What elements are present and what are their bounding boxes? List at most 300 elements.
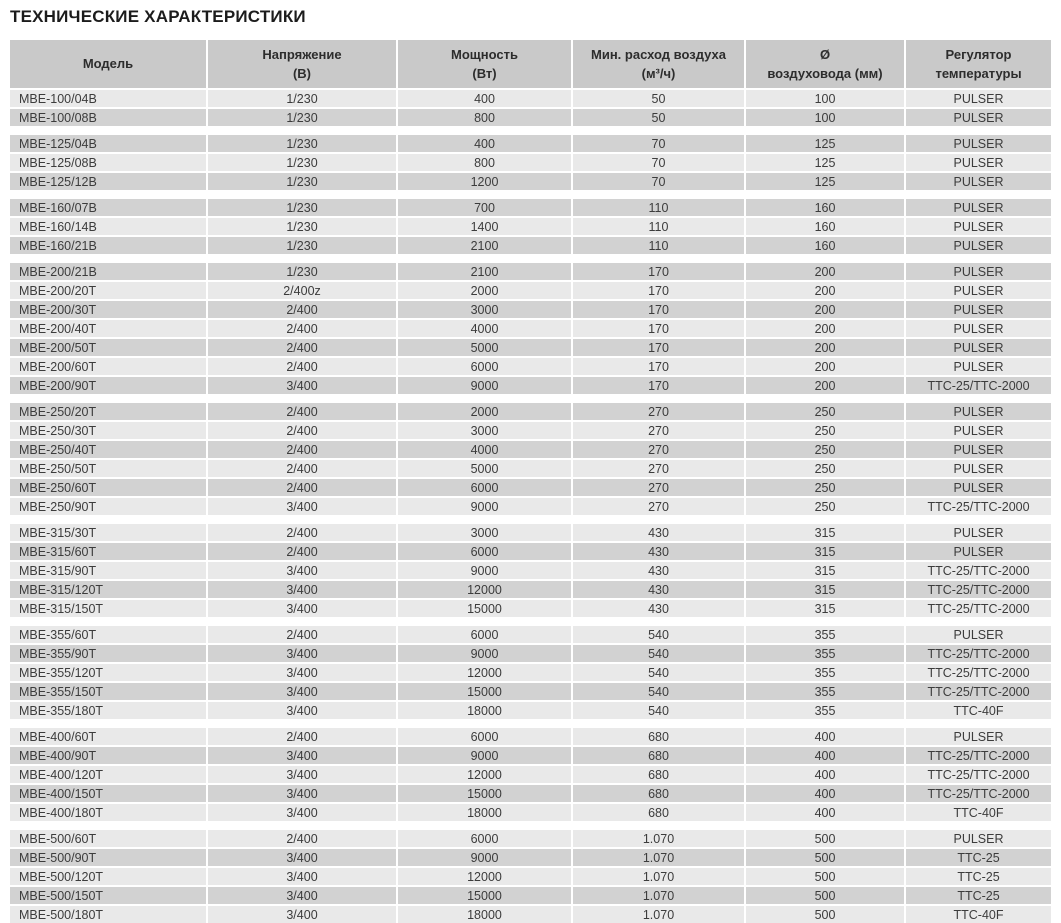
cell-model: MBE-125/12B [10,173,206,190]
cell-min-airflow-m3h: 1.070 [573,868,744,885]
cell-min-airflow-m3h: 170 [573,263,744,280]
cell-model: MBE-250/30T [10,422,206,439]
cell-model: MBE-355/180T [10,702,206,719]
cell-temp-regulator: PULSER [906,109,1051,126]
cell-power-w: 9000 [398,747,571,764]
cell-model: MBE-400/60T [10,728,206,745]
cell-min-airflow-m3h: 540 [573,626,744,643]
cell-temp-regulator: TTC-25/TTC-2000 [906,377,1051,394]
cell-duct-diameter-mm: 250 [746,479,904,496]
cell-duct-diameter-mm: 500 [746,849,904,866]
cell-voltage-v: 2/400 [208,479,396,496]
cell-voltage-v: 1/230 [208,173,396,190]
cell-power-w: 6000 [398,626,571,643]
cell-model: MBE-100/08B [10,109,206,126]
table-row [10,887,1051,904]
table-row [10,498,1051,515]
cell-min-airflow-m3h: 270 [573,403,744,420]
cell-model: MBE-160/07B [10,199,206,216]
cell-duct-diameter-mm: 250 [746,422,904,439]
cell-power-w: 3000 [398,524,571,541]
table-row [10,282,1051,299]
cell-power-w: 12000 [398,868,571,885]
cell-min-airflow-m3h: 430 [573,581,744,598]
cell-model: MBE-100/04B [10,90,206,107]
cell-power-w: 6000 [398,543,571,560]
cell-model: MBE-500/150T [10,887,206,904]
cell-power-w: 700 [398,199,571,216]
cell-min-airflow-m3h: 110 [573,218,744,235]
cell-voltage-v: 2/400z [208,282,396,299]
cell-voltage-v: 1/230 [208,109,396,126]
cell-temp-regulator: PULSER [906,135,1051,152]
cell-voltage-v: 2/400 [208,626,396,643]
cell-temp-regulator: TTC-25/TTC-2000 [906,645,1051,662]
cell-min-airflow-m3h: 540 [573,683,744,700]
cell-voltage-v: 2/400 [208,543,396,560]
cell-temp-regulator: PULSER [906,237,1051,254]
column-header-line1: Мощность [451,46,518,62]
cell-voltage-v: 2/400 [208,301,396,318]
cell-model: MBE-200/50T [10,339,206,356]
cell-duct-diameter-mm: 400 [746,804,904,821]
table-row [10,237,1051,254]
cell-voltage-v: 2/400 [208,339,396,356]
cell-temp-regulator: PULSER [906,460,1051,477]
cell-min-airflow-m3h: 50 [573,90,744,107]
cell-temp-regulator: PULSER [906,339,1051,356]
cell-duct-diameter-mm: 160 [746,218,904,235]
cell-power-w: 18000 [398,804,571,821]
cell-duct-diameter-mm: 355 [746,702,904,719]
cell-duct-diameter-mm: 125 [746,173,904,190]
cell-temp-regulator: TTC-25/TTC-2000 [906,785,1051,802]
cell-min-airflow-m3h: 430 [573,524,744,541]
cell-min-airflow-m3h: 1.070 [573,849,744,866]
cell-voltage-v: 1/230 [208,237,396,254]
cell-voltage-v: 3/400 [208,664,396,681]
table-row [10,683,1051,700]
cell-temp-regulator: TTC-40F [906,804,1051,821]
cell-min-airflow-m3h: 110 [573,199,744,216]
cell-duct-diameter-mm: 125 [746,135,904,152]
table-row [10,422,1051,439]
cell-voltage-v: 3/400 [208,849,396,866]
cell-voltage-v: 3/400 [208,683,396,700]
cell-temp-regulator: PULSER [906,422,1051,439]
cell-voltage-v: 3/400 [208,868,396,885]
column-header-min-airflow-m3h [573,40,744,88]
cell-temp-regulator: TTC-25/TTC-2000 [906,562,1051,579]
cell-min-airflow-m3h: 110 [573,237,744,254]
cell-power-w: 9000 [398,562,571,579]
column-header-line2: (Вт) [472,65,497,81]
cell-model: MBE-200/60T [10,358,206,375]
cell-min-airflow-m3h: 680 [573,728,744,745]
cell-power-w: 2000 [398,403,571,420]
cell-temp-regulator: TTC-25/TTC-2000 [906,600,1051,617]
cell-min-airflow-m3h: 270 [573,498,744,515]
cell-model: MBE-400/150T [10,785,206,802]
cell-power-w: 12000 [398,664,571,681]
cell-model: MBE-250/60T [10,479,206,496]
cell-model: MBE-400/90T [10,747,206,764]
cell-duct-diameter-mm: 315 [746,562,904,579]
cell-power-w: 400 [398,135,571,152]
cell-duct-diameter-mm: 355 [746,645,904,662]
cell-min-airflow-m3h: 70 [573,135,744,152]
cell-min-airflow-m3h: 170 [573,320,744,337]
cell-duct-diameter-mm: 200 [746,377,904,394]
column-header-line1: Регулятор [945,46,1012,62]
cell-power-w: 9000 [398,849,571,866]
cell-model: MBE-250/40T [10,441,206,458]
cell-power-w: 1200 [398,173,571,190]
cell-min-airflow-m3h: 70 [573,154,744,171]
cell-duct-diameter-mm: 200 [746,282,904,299]
cell-min-airflow-m3h: 680 [573,766,744,783]
cell-duct-diameter-mm: 315 [746,543,904,560]
cell-duct-diameter-mm: 160 [746,237,904,254]
cell-voltage-v: 2/400 [208,524,396,541]
cell-voltage-v: 1/230 [208,135,396,152]
cell-voltage-v: 3/400 [208,645,396,662]
column-header-line2: воздуховода (мм) [767,65,883,81]
column-header-duct-diameter-mm [746,40,904,88]
cell-min-airflow-m3h: 680 [573,804,744,821]
cell-model: MBE-125/04B [10,135,206,152]
cell-min-airflow-m3h: 1.070 [573,830,744,847]
column-header-line2: температуры [935,65,1022,81]
cell-duct-diameter-mm: 500 [746,887,904,904]
cell-voltage-v: 3/400 [208,562,396,579]
cell-min-airflow-m3h: 680 [573,785,744,802]
cell-power-w: 800 [398,109,571,126]
table-row [10,747,1051,764]
table-row [10,702,1051,719]
cell-model: MBE-500/180T [10,906,206,923]
table-row [10,664,1051,681]
cell-duct-diameter-mm: 500 [746,830,904,847]
cell-voltage-v: 3/400 [208,747,396,764]
cell-duct-diameter-mm: 250 [746,441,904,458]
cell-temp-regulator: TTC-40F [906,906,1051,923]
cell-temp-regulator: TTC-25/TTC-2000 [906,581,1051,598]
cell-duct-diameter-mm: 100 [746,109,904,126]
cell-min-airflow-m3h: 270 [573,422,744,439]
cell-duct-diameter-mm: 200 [746,339,904,356]
cell-min-airflow-m3h: 270 [573,460,744,477]
cell-power-w: 12000 [398,581,571,598]
cell-duct-diameter-mm: 400 [746,785,904,802]
cell-power-w: 15000 [398,600,571,617]
cell-temp-regulator: TTC-25/TTC-2000 [906,683,1051,700]
cell-power-w: 5000 [398,339,571,356]
cell-voltage-v: 1/230 [208,263,396,280]
table-row [10,562,1051,579]
cell-power-w: 400 [398,90,571,107]
cell-power-w: 18000 [398,906,571,923]
column-header-line1: Модель [82,56,134,72]
cell-min-airflow-m3h: 540 [573,645,744,662]
cell-min-airflow-m3h: 430 [573,543,744,560]
cell-temp-regulator: TTC-25 [906,849,1051,866]
table-row [10,154,1051,171]
cell-model: MBE-200/20T [10,282,206,299]
table-row [10,301,1051,318]
cell-power-w: 18000 [398,702,571,719]
table-row [10,543,1051,560]
cell-voltage-v: 1/230 [208,154,396,171]
table-body [10,90,1051,923]
cell-model: MBE-355/90T [10,645,206,662]
cell-duct-diameter-mm: 355 [746,683,904,700]
cell-temp-regulator: PULSER [906,543,1051,560]
cell-min-airflow-m3h: 680 [573,747,744,764]
table-row [10,645,1051,662]
table-row [10,868,1051,885]
column-header-line2: (м³/ч) [641,65,676,81]
cell-temp-regulator: PULSER [906,830,1051,847]
cell-min-airflow-m3h: 170 [573,358,744,375]
cell-temp-regulator: TTC-40F [906,702,1051,719]
cell-model: MBE-355/60T [10,626,206,643]
cell-voltage-v: 2/400 [208,441,396,458]
table-row [10,766,1051,783]
cell-temp-regulator: PULSER [906,728,1051,745]
cell-duct-diameter-mm: 400 [746,747,904,764]
cell-voltage-v: 2/400 [208,728,396,745]
cell-model: MBE-250/20T [10,403,206,420]
cell-model: MBE-500/120T [10,868,206,885]
cell-model: MBE-250/50T [10,460,206,477]
cell-model: MBE-315/60T [10,543,206,560]
table-row [10,524,1051,541]
cell-duct-diameter-mm: 355 [746,664,904,681]
cell-voltage-v: 3/400 [208,600,396,617]
cell-temp-regulator: TTC-25/TTC-2000 [906,498,1051,515]
cell-temp-regulator: PULSER [906,282,1051,299]
cell-power-w: 3000 [398,301,571,318]
cell-duct-diameter-mm: 500 [746,868,904,885]
cell-model: MBE-200/40T [10,320,206,337]
cell-min-airflow-m3h: 540 [573,664,744,681]
table-row [10,199,1051,216]
cell-voltage-v: 3/400 [208,785,396,802]
cell-voltage-v: 3/400 [208,702,396,719]
table-row [10,830,1051,847]
cell-voltage-v: 1/230 [208,218,396,235]
cell-duct-diameter-mm: 315 [746,524,904,541]
cell-duct-diameter-mm: 200 [746,320,904,337]
cell-power-w: 800 [398,154,571,171]
table-row [10,626,1051,643]
cell-min-airflow-m3h: 170 [573,301,744,318]
cell-min-airflow-m3h: 430 [573,600,744,617]
cell-model: MBE-400/120T [10,766,206,783]
cell-model: MBE-250/90T [10,498,206,515]
column-header-voltage-v [208,40,396,88]
cell-temp-regulator: PULSER [906,218,1051,235]
cell-power-w: 15000 [398,683,571,700]
cell-min-airflow-m3h: 170 [573,339,744,356]
cell-voltage-v: 3/400 [208,906,396,923]
cell-voltage-v: 2/400 [208,460,396,477]
page-title: ТЕХНИЧЕСКИЕ ХАРАКТЕРИСТИКИ [10,7,306,26]
cell-duct-diameter-mm: 200 [746,301,904,318]
cell-voltage-v: 1/230 [208,90,396,107]
table-header-row [10,40,1051,88]
specs-table [10,40,1051,923]
column-header-line1: Мин. расход воздуха [591,46,726,62]
cell-duct-diameter-mm: 355 [746,626,904,643]
cell-voltage-v: 3/400 [208,766,396,783]
cell-min-airflow-m3h: 1.070 [573,906,744,923]
cell-model: MBE-160/14B [10,218,206,235]
cell-temp-regulator: PULSER [906,199,1051,216]
cell-min-airflow-m3h: 270 [573,479,744,496]
cell-temp-regulator: PULSER [906,441,1051,458]
column-header-line2: (В) [292,65,312,81]
table-row [10,849,1051,866]
cell-temp-regulator: TTC-25/TTC-2000 [906,747,1051,764]
cell-power-w: 2100 [398,263,571,280]
cell-voltage-v: 3/400 [208,498,396,515]
cell-power-w: 12000 [398,766,571,783]
cell-duct-diameter-mm: 160 [746,199,904,216]
cell-min-airflow-m3h: 70 [573,173,744,190]
cell-voltage-v: 2/400 [208,830,396,847]
cell-temp-regulator: PULSER [906,479,1051,496]
cell-min-airflow-m3h: 1.070 [573,887,744,904]
table-row [10,90,1051,107]
cell-temp-regulator: PULSER [906,154,1051,171]
cell-min-airflow-m3h: 170 [573,282,744,299]
cell-power-w: 4000 [398,320,571,337]
cell-duct-diameter-mm: 315 [746,581,904,598]
cell-duct-diameter-mm: 315 [746,600,904,617]
table-row [10,804,1051,821]
cell-duct-diameter-mm: 250 [746,403,904,420]
cell-model: MBE-315/30T [10,524,206,541]
cell-min-airflow-m3h: 50 [573,109,744,126]
table-row [10,339,1051,356]
cell-power-w: 6000 [398,358,571,375]
cell-power-w: 1400 [398,218,571,235]
cell-temp-regulator: TTC-25 [906,868,1051,885]
cell-power-w: 2000 [398,282,571,299]
cell-temp-regulator: PULSER [906,263,1051,280]
table-row [10,403,1051,420]
cell-voltage-v: 3/400 [208,581,396,598]
cell-duct-diameter-mm: 500 [746,906,904,923]
cell-power-w: 5000 [398,460,571,477]
table-row [10,218,1051,235]
column-header-line1: Напряжение [262,46,342,62]
cell-model: MBE-355/120T [10,664,206,681]
cell-voltage-v: 2/400 [208,320,396,337]
cell-min-airflow-m3h: 430 [573,562,744,579]
cell-temp-regulator: PULSER [906,320,1051,337]
cell-voltage-v: 3/400 [208,377,396,394]
cell-duct-diameter-mm: 250 [746,460,904,477]
cell-power-w: 6000 [398,728,571,745]
cell-temp-regulator: TTC-25 [906,887,1051,904]
table-row [10,906,1051,923]
cell-model: MBE-200/90T [10,377,206,394]
cell-voltage-v: 3/400 [208,887,396,904]
cell-duct-diameter-mm: 200 [746,263,904,280]
cell-duct-diameter-mm: 200 [746,358,904,375]
cell-min-airflow-m3h: 270 [573,441,744,458]
cell-model: MBE-500/60T [10,830,206,847]
column-header-power-w [398,40,571,88]
cell-power-w: 9000 [398,645,571,662]
cell-temp-regulator: PULSER [906,173,1051,190]
cell-model: MBE-355/150T [10,683,206,700]
table-row [10,135,1051,152]
column-header-line1: Ø [819,46,831,62]
cell-temp-regulator: PULSER [906,301,1051,318]
table-row [10,581,1051,598]
cell-min-airflow-m3h: 540 [573,702,744,719]
cell-voltage-v: 2/400 [208,422,396,439]
cell-temp-regulator: PULSER [906,626,1051,643]
table-row [10,728,1051,745]
cell-voltage-v: 1/230 [208,199,396,216]
cell-temp-regulator: PULSER [906,90,1051,107]
table-row [10,320,1051,337]
table-row [10,263,1051,280]
cell-model: MBE-315/150T [10,600,206,617]
table-row [10,785,1051,802]
cell-temp-regulator: PULSER [906,358,1051,375]
cell-model: MBE-160/21B [10,237,206,254]
cell-power-w: 9000 [398,377,571,394]
table-row [10,109,1051,126]
cell-power-w: 15000 [398,785,571,802]
table-row [10,460,1051,477]
cell-model: MBE-315/120T [10,581,206,598]
cell-power-w: 6000 [398,479,571,496]
cell-power-w: 15000 [398,887,571,904]
cell-power-w: 2100 [398,237,571,254]
cell-model: MBE-500/90T [10,849,206,866]
cell-voltage-v: 2/400 [208,403,396,420]
cell-power-w: 6000 [398,830,571,847]
cell-power-w: 4000 [398,441,571,458]
cell-duct-diameter-mm: 400 [746,728,904,745]
table-row [10,600,1051,617]
cell-temp-regulator: TTC-25/TTC-2000 [906,664,1051,681]
table-row [10,173,1051,190]
cell-model: MBE-200/21B [10,263,206,280]
cell-voltage-v: 2/400 [208,358,396,375]
table-row [10,358,1051,375]
cell-model: MBE-400/180T [10,804,206,821]
cell-duct-diameter-mm: 250 [746,498,904,515]
cell-model: MBE-315/90T [10,562,206,579]
cell-duct-diameter-mm: 125 [746,154,904,171]
table-row [10,479,1051,496]
cell-temp-regulator: PULSER [906,403,1051,420]
cell-temp-regulator: TTC-25/TTC-2000 [906,766,1051,783]
cell-duct-diameter-mm: 100 [746,90,904,107]
cell-power-w: 3000 [398,422,571,439]
cell-model: MBE-200/30T [10,301,206,318]
column-header-temp-regulator [906,40,1051,88]
cell-duct-diameter-mm: 400 [746,766,904,783]
